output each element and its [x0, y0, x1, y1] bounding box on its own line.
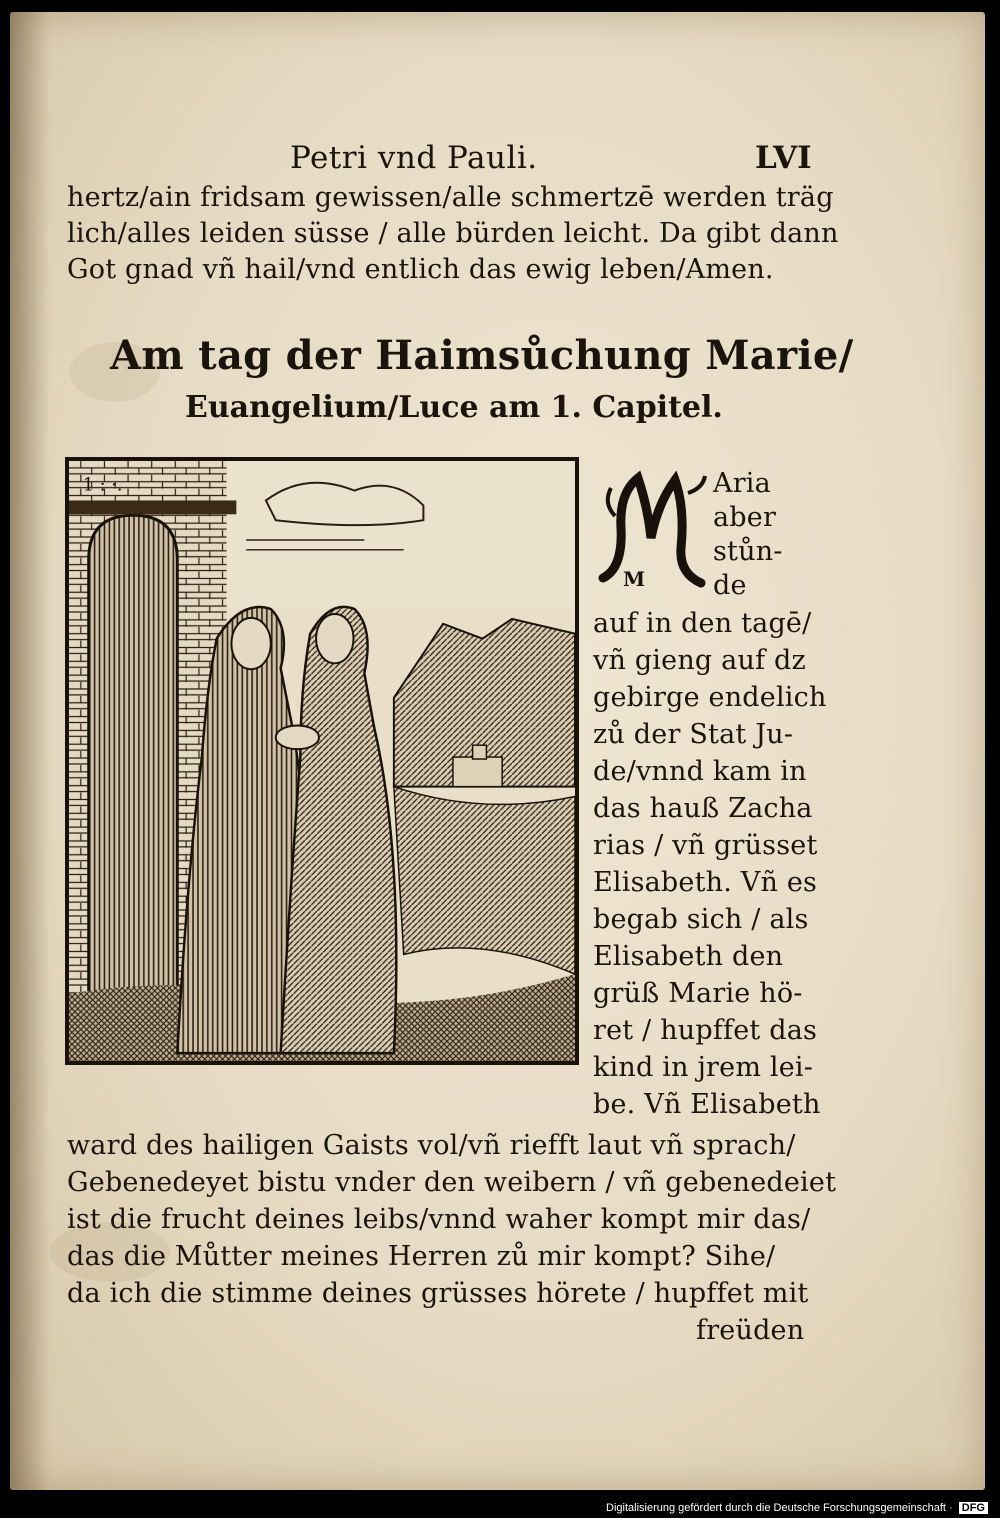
digitization-credit: Digitalisierung gefördert durch die Deutsche Forschungsgemeinschaft · DFG [606, 1502, 988, 1514]
text-line: ret / hupffet das [593, 1015, 818, 1046]
text-line: Got gnad vñ hail/vnd entlich das ewig leben/Amen. [67, 254, 774, 285]
text-line: de/vnnd kam in [593, 756, 807, 787]
text-line: be. Vñ Elisabeth [593, 1089, 821, 1120]
folio-number: LVI [755, 140, 812, 176]
text-line: stůn- [713, 536, 783, 567]
svg-text:1 : ·.: 1 : ·. [82, 475, 123, 496]
credit-text: Digitalisierung gefördert durch die Deutsche Forschungsgemeinschaft [606, 1502, 946, 1514]
visitation-woodcut-image [69, 461, 575, 1061]
text-line: lich/alles leiden süsse / alle bürden leicht. Da gibt dann [67, 218, 839, 249]
drop-cap-letter: M [623, 567, 646, 591]
woodcut-illustration [65, 457, 579, 1065]
text-line: grüß Marie hö- [593, 978, 803, 1009]
catchword: freüden [696, 1315, 805, 1346]
text-line: vñ gieng auf dz [593, 645, 806, 676]
text-line: ist die frucht deines leibs/vnnd waher kompt mir das/ [67, 1204, 811, 1235]
section-subtitle: Euangelium/Luce am 1. Capitel. [185, 390, 723, 425]
text-line: kind in jrem lei- [593, 1052, 814, 1083]
text-line: hertz/ain fridsam gewissen/alle schmertzē werden träg [67, 182, 834, 213]
text-line: de [713, 570, 747, 601]
section-title: Am tag der Haimsůchung Marie/ [110, 332, 854, 379]
text-line: gebirge endelich [593, 682, 827, 713]
book-page [10, 12, 985, 1490]
text-line: begab sich / als [593, 904, 809, 935]
text-line: auf in den tagē/ [593, 608, 812, 639]
text-line: das hauß Zacha [593, 793, 813, 824]
decorative-initial-m [593, 468, 711, 594]
text-line: rias / vñ grüsset [593, 830, 818, 861]
text-line: da ich die stimme deines grüsses hörete / hupffet mit [67, 1278, 809, 1309]
text-line: Aria [713, 468, 771, 499]
text-line: Elisabeth. Vñ es [593, 867, 818, 898]
page-gutter-shadow [10, 12, 50, 1490]
text-line: Gebenedeyet bistu vnder den weibern / vñ gebenedeiet [67, 1167, 837, 1198]
text-line: Elisabeth den [593, 941, 784, 972]
text-line: das die Můtter meines Herren zů mir kompt? Sihe/ [67, 1241, 776, 1272]
drop-cap-m-icon [593, 468, 711, 594]
text-line: aber [713, 502, 777, 533]
text-line: ward des hailigen Gaists vol/vñ riefft laut vñ sprach/ [67, 1130, 796, 1161]
text-line: zů der Stat Ju- [593, 719, 794, 750]
dfg-logo: DFG [959, 1502, 988, 1514]
running-head: Petri vnd Pauli. [290, 140, 538, 176]
